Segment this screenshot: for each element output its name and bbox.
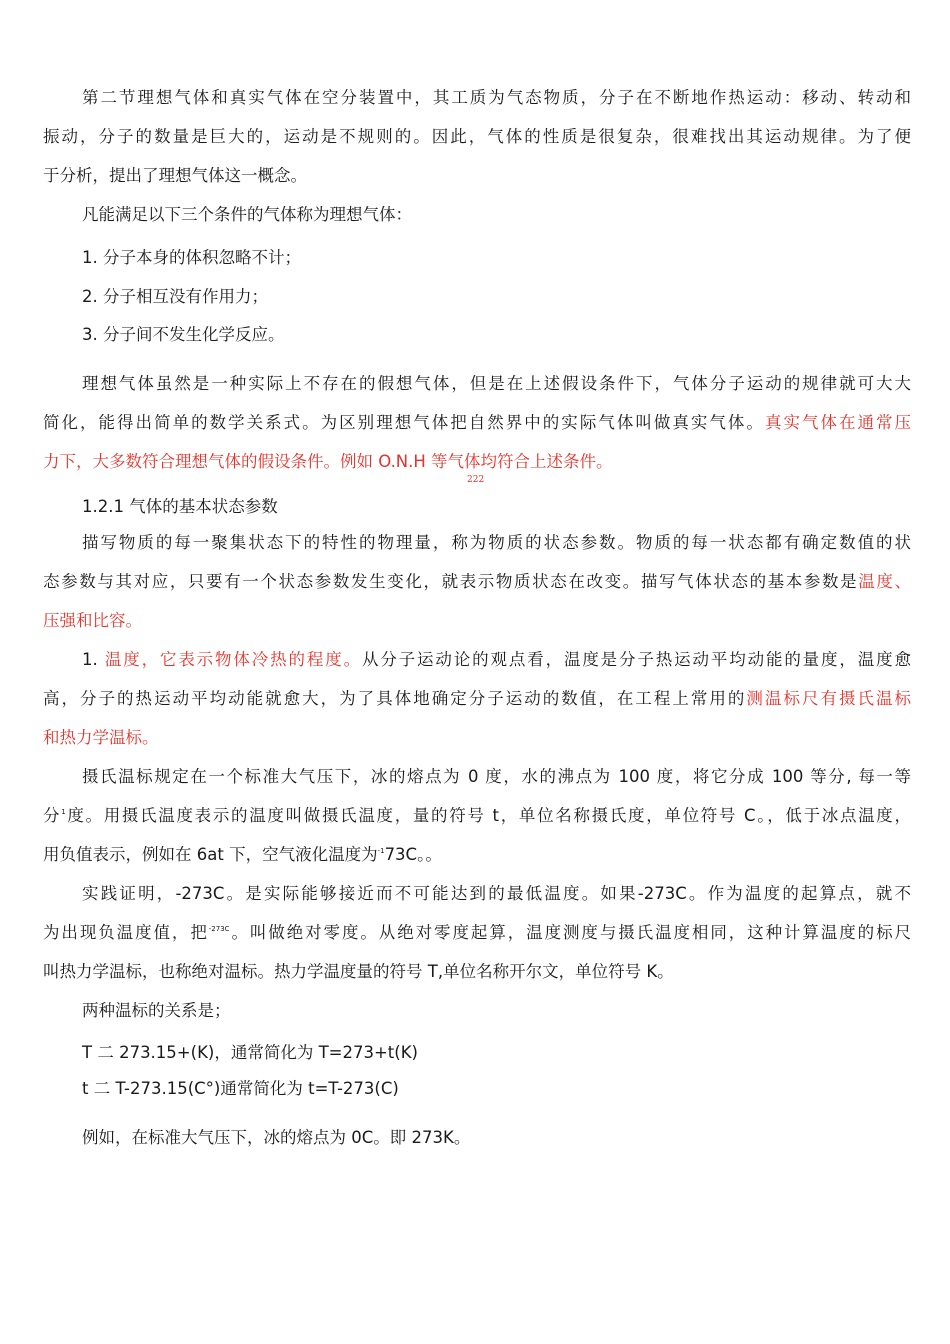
- paragraph-4-text: 态参数与其对应，只要有一个状态参数发生变化，就表示物质状态在改变。描写气体状态的基本参数是: [43, 572, 859, 591]
- item-number: 1.: [82, 650, 105, 669]
- paragraph-3-line-1: 理想气体虽然是一种实际上不存在的假想气体，但是在上述假设条件下，气体分子运动的规律就可大大: [82, 374, 911, 393]
- paragraph-9: 例如，在标准大气压下，冰的熔点为 0C。即 273K。: [82, 1128, 471, 1147]
- paragraph-5-line-2: [43, 687, 911, 711]
- paragraph-3-line-3: 力下，大多数符合理想气体的假设条件。例如 O.N.H 等气体均符合上述条件。: [43, 452, 613, 471]
- paragraph-6-text: 分: [43, 806, 62, 825]
- paragraph-2: 凡能满足以下三个条件的气体称为理想气体：: [82, 205, 412, 224]
- paragraph-5-text: 高，分子的热运动平均动能就愈大，为了具体地确定分子运动的数值，在工程上常用的: [43, 689, 747, 708]
- list-item-1: 1. 分子本身的体积忽略不计；: [82, 248, 301, 267]
- paragraph-8: 两种温标的关系是；: [82, 1001, 231, 1020]
- superscript: -1: [377, 847, 385, 855]
- highlight-text: 温度、: [858, 572, 912, 591]
- paragraph-6-text: 73C。。: [384, 845, 442, 864]
- subscript-note: 222: [467, 475, 485, 485]
- paragraph-7-line-1: 实践证明，-273C。是实际能够接近而不可能达到的最低温度。如果-273C。作为温度的起算点，就不: [82, 884, 911, 903]
- formula-1: T 二 273.15+(K)，通常简化为 T=273+t(K): [82, 1043, 418, 1062]
- paragraph-5-line-3: 和热力学温标。: [43, 728, 159, 747]
- paragraph-5-text: 从分子运动论的观点看，温度是分子热运动平均动能的量度，温度愈: [361, 650, 911, 669]
- section-heading: 1.2.1 气体的基本状态参数: [82, 497, 278, 516]
- superscript: 1: [61, 808, 66, 816]
- paragraph-6-line-2: [43, 804, 911, 831]
- paragraph-3-text: 简化，能得出简单的数学关系式。为区别理想气体把自然界中的实际气体叫做真实气体。: [43, 413, 765, 432]
- paragraph-7-line-2: [43, 921, 911, 948]
- formula-2: t 二 T-273.15(C°)通常简化为 t=T-273(C): [82, 1079, 399, 1098]
- highlight-text: 温度，它表示物体冷热的程度。: [104, 650, 362, 669]
- paragraph-5-line-1: [82, 648, 911, 672]
- paragraph-6-text: 用负值表示，例如在 6at 下，空气液化温度为: [43, 845, 378, 864]
- paragraph-3-line-2: [43, 411, 911, 435]
- paragraph-4-line-1: 描写物质的每一聚集状态下的特性的物理量，称为物质的状态参数。物质的每一状态都有确定数值的状: [82, 533, 911, 552]
- paragraph-6-text: 度。用摄氏温度表示的温度叫做摄氏温度，量的符号 t，单位名称摄氏度，单位符号 C。，低于冰点温度，: [65, 806, 911, 825]
- paragraph-4-line-3: 压强和比容。: [43, 611, 142, 630]
- paragraph-7-line-3: 叫热力学温标，也称绝对温标。热力学温度量的符号 T,单位名称开尔文，单位符号 K。: [43, 962, 674, 981]
- paragraph-7-text: 。叫做绝对零度。从绝对零度起算，温度测度与摄氏温度相同，这种计算温度的标尺: [229, 923, 912, 942]
- highlight-text: 真实气体在通常压: [764, 413, 912, 432]
- paragraph-1-line-2: 振动，分子的数量是巨大的，运动是不规则的。因此，气体的性质是很复杂，很难找出其运动规律。为了便: [43, 127, 911, 146]
- paragraph-6-line-1: 摄氏温标规定在一个标准大气压下，冰的熔点为 0 度，水的沸点为 100 度，将它分成 100 等分, 每一等: [82, 767, 911, 786]
- superscript: -273C: [208, 925, 230, 933]
- highlight-text: 测温标尺有摄氏温标: [746, 689, 912, 708]
- list-item-2: 2. 分子相互没有作用力；: [82, 287, 268, 306]
- paragraph-1-line-1: 第二节理想气体和真实气体在空分装置中，其工质为气态物质，分子在不断地作热运动：移动、转动和: [82, 88, 911, 107]
- list-item-3: 3. 分子间不发生化学反应。: [82, 325, 285, 344]
- paragraph-6-line-3: [43, 843, 911, 870]
- paragraph-1-line-3: 于分析，提出了理想气体这一概念。: [43, 166, 307, 185]
- paragraph-7-text: 为出现负温度值，把: [43, 923, 209, 942]
- paragraph-4-line-2: [43, 570, 911, 594]
